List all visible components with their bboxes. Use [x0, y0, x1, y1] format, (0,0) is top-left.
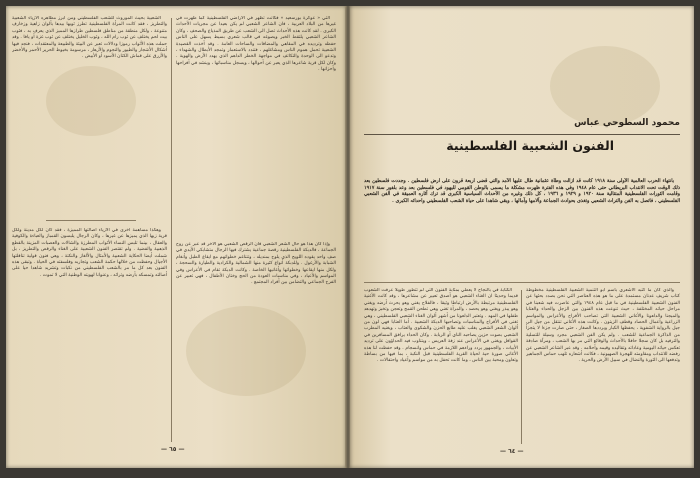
intro-paragraph	[364, 178, 680, 276]
paragraph: بانتهاء الحرب العالمية الأولى سنة ١٩١٨ كانت قد ازالت وطأة عثمانية طال عليها الأمد والتي قضى اربعة قرون على ارض فلسطين . وجددت فلسطين بعد ذلك الوقت تحت الانتداب البريطاني حتى عام ١٩٤٨ وفي هذه الفترة ظهرت مشكلة ما يسمى بالوطن القومي لليهود في فلسطين بعد وعد بلفور سنة ١٩١٧ وقامت الثورات الفلسطينية المتتالية سنة ١٩٢٠ و ١٩٢٩ و ١٩٣٦ ، كل ذلك وغيره من الأحداث السياسية الكبرى قد ترك آثاره العميقة في الفن الشعبي الفلسطيني ، فاتصل به الفن والتراث الشعبي وتغذى بحوادث الجماعة وآلامها وآمالها ، وبقي شاهدا على حياة الشعب الفلسطيني واحداثه الكبرى .	[364, 178, 680, 204]
page-number-right: — ٦٤ —	[500, 448, 524, 455]
paragraph: التي « عوكرة بورسعيد » فكانت تظهر في الاراضي الفلسطينية كما ظهرت في غيرها من البلاد العربية ، فان الشاعر الشعبي لم يكن بعيدا عن مجريات الأحداث الكبرى . لقد كانت هذه الأحداث تصل الى الشعب عن طريق المذياع والصحف ، وكان الشاعر الشعبي يلتقط الخبر ويصوغه في قالب شعري بسيط يسهل على الناس حفظه وترديده في المقاهي والمضافات والساحات العامة . وقد أخذت القصيدة الشعبية تحمل هموم الناس ومشاغلهم ، فتندد بالاستعمار وتمجد الأبطال والشهداء ، وتدعو الى الوحدة والتكاتف في مواجهة الخطر الداهم الذي يهدد الأرض والهوية . وكان لكل قرية شاعرها الذي يعبر عن أحوالها ، ويسجل مناسباتها ، وينشد في أفراحها وأحزانها .	[176, 16, 336, 73]
paragraph: والذي كان ما كتبه الأشعري باسم أبو التنمية الشعبية الفلسطينية مخطوطة كتاب شريف عدنان مستمدة على ما هو هذه العناصر التي نحن بصدد بحثها عن الفنون الشعبية الفلسطينية في ما قبل عام ١٩٤٨ والتي عاصرت فيه شعبنا في مراحل حياته المختلفة ، حيث تنوعت هذه الفنون بين الزجل والحداء والعتابا والميجنا والدلعونا والأغاني الشعبية التي تصاحب الأفراح والأعراس والمواسم الزراعية وأعمال الحصاد وقطف الزيتون . وكانت هذه الأغاني تنتقل من جيل الى جيل بالرواية الشفوية ، يحفظها الكبار ويرددها الصغار ، حتى صارت جزءا لا يتجزأ من الذاكرة الجماعية للشعب . ولم يكن الفن الشعبي مجرد وسيلة للتسلية والترفيه بل كان سجلا حافلا بالأحداث والوقائع التي مر بها الشعب ، ومرآة صادقة تعكس حياته اليومية وعاداته وتقاليده وقيمه وأحلامه . وقد عبر الشاعر الشعبي عن رفضه للانتداب ومقاومته للهجرة الصهيونية ، فكانت أشعاره تلهب حماس الجماهير وتدفعها الى الثورة والنضال في سبيل الأرض والحرية .	[526, 288, 680, 364]
right-page	[350, 6, 694, 468]
article-title: الفنون الشعبية الفلسطينية	[446, 138, 614, 153]
column-divider	[521, 290, 522, 444]
section-divider	[46, 220, 136, 221]
paragraph: الكتابة في بالنجاح لا يعطي بمثابة الفنون التي لم تتطور طويلا عرفت الشعوب قديما وحديثا ان الغناء الشعبي هو أصدق تعبير عن مشاعرها ، وقد كانت الأغنية الفلسطينية مرتبطة بالأرض ارتباطا وثيقا ، فالفلاح يغني وهو يحرث أرضه ويغني وهو يبذر ويغني وهو يحصد ، والمرأة تغني وهي تطحن القمح وتعجن وتخبز وتهدهد طفلها في المهد . وتعتبر الدلعونا من أشهر ألوان الغناء الشعبي الفلسطيني ، وهي تغنى في الأفراح والمناسبات وتصاحبها الدبكة الشعبية . أما العتابا فهي لون من ألوان الشعر الشعبي يغلب عليه طابع الحزن والشكوى والعتاب ، ويغنيه المطرب الشعبي بصوت حزين يصاحبه الناي أو الربابة . وكان الحداء يرافق المسافرين في القوافل ويغنى في الأعراس عند زفة العريس ، ويتناوب فيه الحداؤون على ترديد الأبيات ، والجمهور يردد وراءهم اللازمة في حماس وانسجام . وقد حفظت لنا هذه الأغاني صورة حية لحياة القرية الفلسطينية قبل النكبة ، بما فيها من بساطة وتعاون ومحبة بين الناس ، وما كانت تحفل به من مواسم وأعياد واحتفالات .	[364, 288, 518, 364]
left-page-column-right-top	[176, 16, 336, 238]
paragraph: الشعبية بحيث الموروث للشعب الفلسطيني ومن أبرز مظاهره الأزياء الشعبية والتطريز ، فقد كانت المرأة الفلسطينية تطرز ثوبها بيدها بألوان زاهية وزخارف متنوعة ، ولكل منطقة من مناطق فلسطين طرازها المميز الذي يعرف به ، فثوب بيت لحم يختلف عن ثوب رام الله ، وثوب الخليل يختلف عن ثوب غزة أو يافا . وقد حملت هذه الأثواب رموزا ودلالات تعبر عن البيئة والطبيعة والمعتقدات ، فنجد فيها أشكال الأشجار والطيور والنجوم والأزهار ، مرسومة بخيوط الحرير الأحمر والأخضر والأزرق على قماش الكتان الأسود أو الأبيض .	[12, 16, 167, 60]
intro-divider	[364, 282, 680, 283]
left-page-column-right-bottom	[176, 242, 336, 442]
right-page-column-left	[364, 288, 518, 446]
paragraph: وهكذا مساهمة اخرى في الأزياء اصالتها المميزة ، فقد كان لكل مدينة ولكل قرية زيها الذي يميزها عن غيرها ، وكان الرجال يلبسون القمباز والعباءة والكوفية والعقال ، بينما تلبس النساء الأثواب المطرزة والشالات والعصبات المزينة بالقطع الذهبية والفضية . ولم تقتصر الفنون الشعبية على الغناء والرقص والتطريز ، بل شملت أيضا الحكاية الشعبية والأمثال والألغاز والنكتة ، وهي فنون قولية تناقلتها الأجيال وحفظت من خلالها حكمة الشعب وتجاربه وفلسفته في الحياة . وتبقى هذه الفنون بعد كل ما مر بالشعب الفلسطيني من نكبات وتشريد شاهدا حيا على أصالته وتمسكه بأرضه وتراثه ، وعنوانا لهويته الوطنية التي لا تموت .	[12, 228, 167, 278]
paper-stain	[550, 46, 660, 126]
right-page-column-right	[526, 288, 680, 446]
author-name: محمود السطوحي عباس	[574, 118, 680, 128]
paragraph: وإذا كان هذا هو حال الشعر الشعبي فان الرقص الشعبي هو الآخر قد عبر عن روح الجماعة ، فالدبكة الفلسطينية رقصة جماعية يشترك فيها الرجال متشابكي الأيدي في صف واحد يقوده اللويح الذي يلوح بمنديله ، وتتناغم خطواتهم مع ايقاع الطبل وأنغام الشبابة والأرغول . وللدبكة أنواع كثيرة منها الشمالية والكرادية والطيارة والسحجة ، ولكل منها ايقاعها وخطواتها وأغانيها الخاصة . وكانت الدبكة تقام في الأعراس وفي المواسم والأعياد ، وفي مناسبات العودة من الحج وختان الأطفال ، فهي تعبير عن الفرح الجماعي والتضامن بين أفراد المجتمع .	[176, 242, 336, 286]
left-page	[6, 6, 346, 468]
left-page-column-left-bottom	[12, 228, 167, 442]
column-divider	[171, 18, 172, 442]
left-page-column-left-top	[12, 16, 167, 216]
title-rule	[364, 134, 680, 135]
page-number-left: — ٦٥ —	[161, 446, 185, 453]
